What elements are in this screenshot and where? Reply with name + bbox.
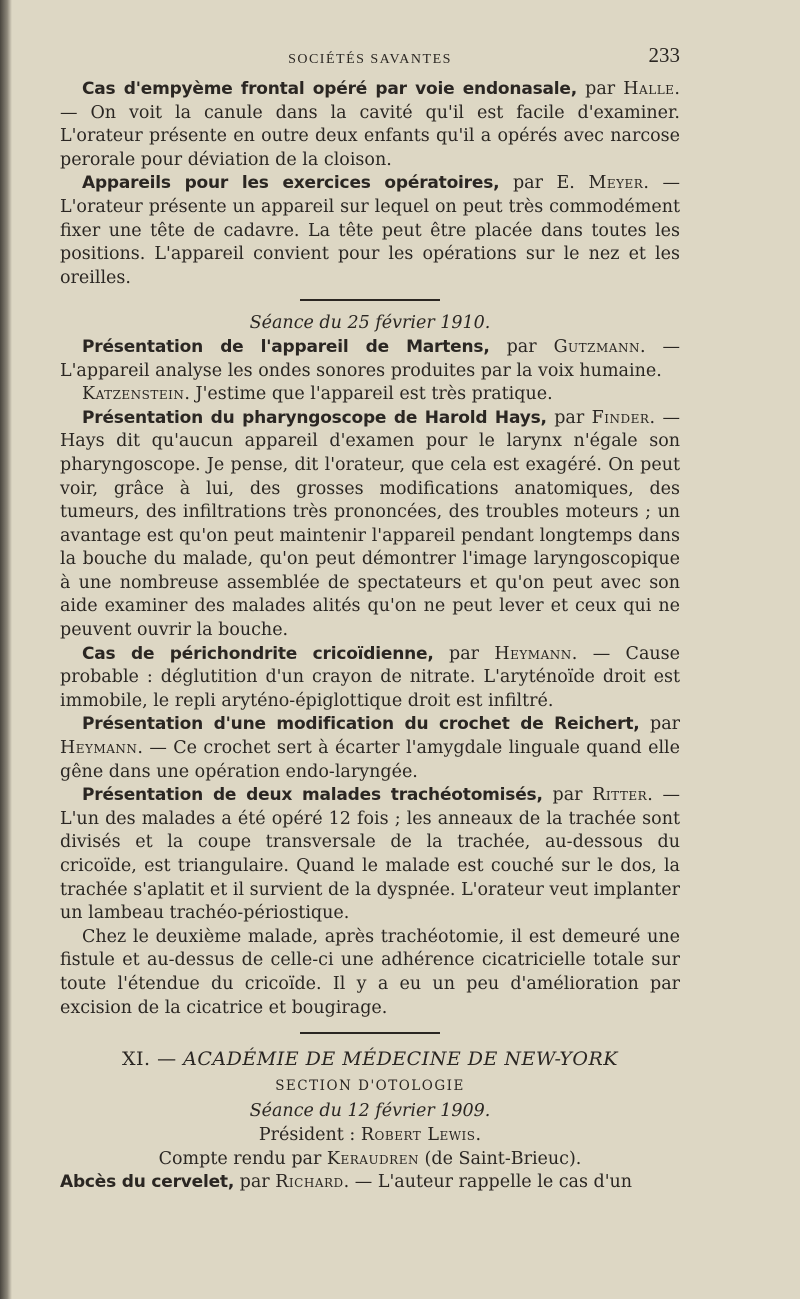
entry-title: Présentation de deux malades trachéotomisés, [82,785,543,806]
author-name: Halle [623,79,675,99]
section-name: SECTION D'OTOLOGIE [275,1077,465,1094]
entry-title: Cas de périchondrite cricoïdienne, [82,643,434,664]
entry-title: Présentation d'une modification du crochet de Reichert, [82,714,640,735]
entry-text: . — On voit la canule dans la cavité qu'il est facile d'examiner. L'orateur présente en outre deux enfants qu'il a opérés avec narcose perorale pour déviation de la cloison. [60,79,680,170]
session-date: Séance du 25 février 1910. [249,313,491,334]
reporter-place: (de Saint-Brieuc). [418,1148,582,1169]
entry-text: . J'estime que l'appareil est très pratique. [184,384,553,405]
paragraph-katzenstein [60,383,680,407]
author-name: Ritter [592,785,648,806]
entry-text: . — L'appareil analyse les ondes sonores produites par la voix humaine. [60,336,680,381]
author-name: Heymann [60,738,138,759]
entry-text: . — Ce crochet sert à écarter l'amygdale linguale quand elle gêne dans une opération endo-laryngée. [60,738,680,782]
reporter-name: Keraudren [326,1148,419,1169]
entry-text: . — L'auteur rappelle le cas d'un [343,1172,633,1193]
report-label: Compte rendu par [158,1148,327,1169]
entry-title: Cas d'empyème frontal opéré par voie endonasale, [82,79,577,99]
paragraph-pharyngoscope [60,407,680,643]
author-name: Meyer [588,173,644,194]
entry-text: . — L'orateur présente un appareil sur lequel on peut très commodément fixer une tête de cadavre. La tête peut être placée dans toutes les positions. L'appareil convient pour les opérations sur le nez et les oreilles. [60,173,680,288]
paragraph-abces [60,1171,680,1195]
entry-title: Présentation du pharyngoscope de Harold Hays, [82,407,547,428]
academy-heading [60,1048,680,1072]
entry-by: par [546,407,592,428]
page-binding-shadow [0,0,12,1299]
entry-by: par E. [499,173,589,194]
entry-by: par [542,785,593,806]
entry-title: Appareils pour les exercices opératoires, [82,173,500,194]
paragraph-reichert [60,713,680,784]
president-end: . [475,1124,482,1145]
entry-by: par [639,714,680,735]
page-number: 233 [648,43,680,67]
section-numeral: XI. — [122,1048,184,1071]
paragraph-empyeme [60,78,680,172]
session-date: Séance du 12 février 1909. [249,1101,491,1122]
running-title: SOCIÉTÉS SAVANTES [288,52,452,67]
president-label: Président : [258,1124,361,1145]
book-page [60,44,680,1195]
author-name: Heymann [494,643,572,664]
author-name: Gutzmann [553,336,640,357]
report-line [60,1148,680,1172]
entry-by: par [577,79,624,99]
president-name: Robert Lewis [360,1124,476,1145]
author-name: Richard [275,1172,344,1193]
paragraph-perichondrite [60,643,680,714]
entry-by: par [489,336,554,357]
paragraph-martens [60,336,680,383]
paragraph-appareils [60,172,680,290]
paragraph-tracheotomises [60,784,680,926]
entry-text: . — Hays dit qu'aucun appareil d'examen pour le larynx n'égale son pharyngoscope. Je pense, dit l'orateur, que cela est exagéré. On peut voir, grâce à lui, des grosses modifications anatomiques, des tumeurs, des infiltrations très prononcées, des troubles moteurs ; un avantage est qu'on peut maintenir l'appareil pendant longtemps dans la bouche du malade, qu'on peut démontrer l'image laryngoscopique à une nombreuse assemblée de spectateurs et qu'on peut avec son aide examiner des malades alités qu'on ne peut lever et ceux qui ne peuvent ouvrir la bouche. [60,407,680,641]
running-head [60,44,680,78]
entry-text: . — Cause probable : déglutition d'un crayon de nitrate. L'aryténoïde droit est immobile, le repli aryténo-épiglottique droit est infiltré. [60,643,680,711]
entry-text: . — L'un des malades a été opéré 12 fois ; les anneaux de la trachée sont divisés et la coupe transversale de la trachée, au-dessous du cricoïde, est triangulaire. Quand le malade est couché sur le dos, la trachée s'aplatit et il survient de la dyspnée. L'orateur veut implanter un lambeau trachéo-périostique. [60,785,680,924]
paragraph-deuxieme-malade [60,926,680,1020]
entry-by: par [234,1172,276,1193]
author-name: Finder [591,407,650,428]
entry-by: par [433,643,495,664]
entry-title: Abcès du cervelet, [60,1172,235,1193]
section-divider [300,1032,440,1034]
academy-name: ACADÉMIE DE MÉDECINE DE NEW-YORK [183,1048,618,1071]
section-divider [300,299,440,301]
author-name: Katzenstein [82,384,185,405]
entry-text: Chez le deuxième malade, après trachéotomie, il est demeuré une fistule et au-dessus de celle-ci une adhérence cicatricielle totale sur toute l'étendue du cricoïde. Il y a eu un peu d'amélioration par excision de la cicatrice et bougirage. [60,926,680,1018]
president-line [60,1124,680,1148]
entry-title: Présentation de l'appareil de Martens, [82,336,490,357]
